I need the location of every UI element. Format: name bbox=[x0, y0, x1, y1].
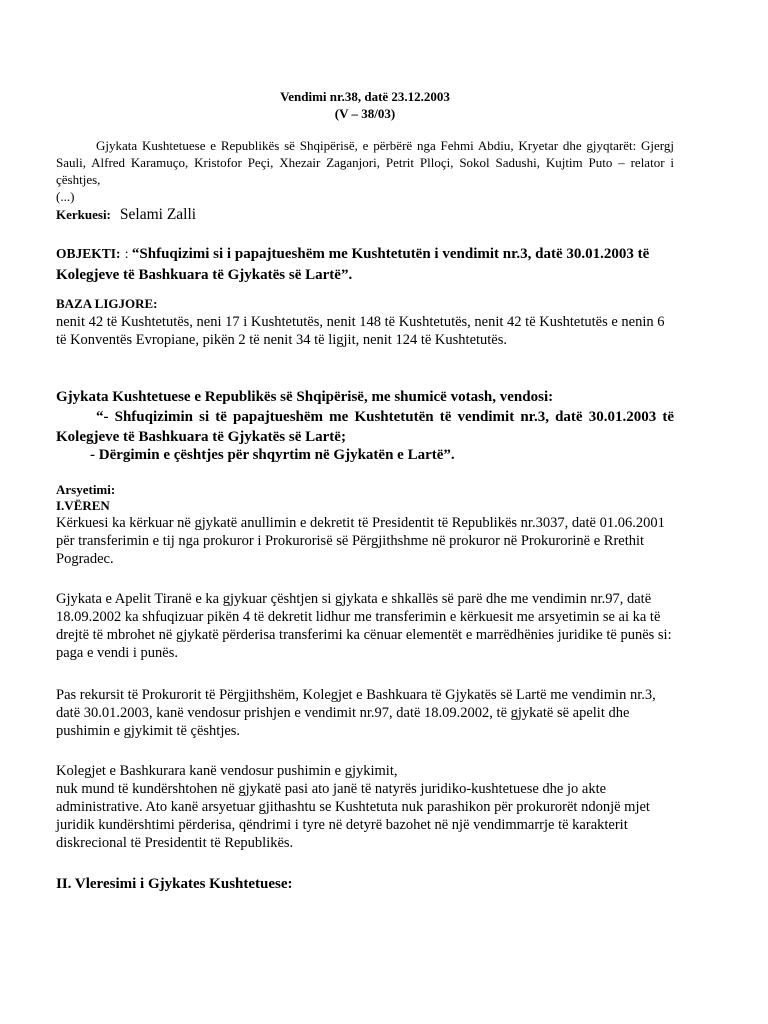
reasoning-paragraph-4: Kolegjet e Bashkurara kanë vendosur pushimin e gjykimit, nuk mund të kundërshtohen në gjykatë pasi ato janë të natyrës juridiko-kushtetuese dhe jo akte administrative. Ato kanë arsyetuar gjithashtu se Kushtetuta nuk parashikon për prokurorët ndonjë mjet juridik kundërshtimi përderisa, qëndrimi i tyre në detyrë bazohet në një vendimmarrje të karakterit diskrecional të Presidentit të Republikës. bbox=[56, 763, 650, 851]
kerkuesi-name: Selami Zalli bbox=[119, 206, 197, 223]
decision-code: (V – 38/03) bbox=[334, 106, 396, 121]
reasoning-paragraph-1: Kërkuesi ka kërkuar në gjykatë anullimin e dekretit të Presidentit të Republikës nr.3037, datë 01.06.2001 për transferimin e tij nga prokuror i Prokurorisë së Përgjithshme në prokuror në Prokurorinë e Rrethit Pogradec. bbox=[56, 515, 665, 567]
court-composition: Gjykata Kushtetuese e Republikës së Shqipërisë, e përbërë nga Fehmi Abdiu, Kryetar dhe gjyqtarët: Gjergj Sauli, Alfred Karamuço, Kristofor Peçi, Xhezair Zaganjori, Petrit Plloçi, Sokol Sadushi, Kujtim Puto – relator i çështjes, bbox=[56, 138, 674, 187]
decision-intro: Gjykata Kushtetuese e Republikës së Shqipërisë, me shumicë votash, vendosi: bbox=[56, 389, 554, 405]
kerkuesi-line bbox=[56, 205, 674, 225]
objekti-paragraph bbox=[56, 243, 674, 285]
decision-item-2: - Dërgimin e çështjes për shqyrtim në Gjykatën e Lartë”. bbox=[90, 447, 455, 463]
reasoning-paragraph-3: Pas rekursit të Prokurorit të Përgjithshëm, Kolegjet e Bashkuara të Gjykatës së Lartë me vendimin nr.3, datë 30.01.2003, kanë vendosur prishjen e vendimit nr.97, datë 18.09.2002, të gjykatë së apelit dhe pushimin e gjykimit të çështjes. bbox=[56, 687, 656, 739]
decision-item-1: “- Shfuqizimin si të papajtueshëm me Kushtetutën të vendimit nr.3, datë 30.01.2003 të Kolegjeve të Bashkuara të Gjykatës së Lartë; bbox=[56, 409, 674, 445]
section-2-heading: II. Vleresimi i Gjykates Kushtetuese: bbox=[56, 876, 293, 892]
decision-title: Vendimi nr.38, datë 23.12.2003 bbox=[280, 89, 450, 104]
objekti-label: OBJEKTI: bbox=[56, 246, 121, 261]
baza-text: nenit 42 të Kushtetutës, neni 17 i Kushtetutës, nenit 148 të Kushtetutës, nenit 42 të Kushtetutës e nenin 6 të Konventës Evropiane, pikën 2 të nenit 34 të ligjit, nenit 124 të Kushtetutës. bbox=[56, 314, 665, 348]
ellipsis: (...) bbox=[56, 189, 75, 204]
objekti-sep: : bbox=[124, 246, 132, 261]
reasoning-label: Arsyetimi: bbox=[56, 482, 116, 497]
reasoning-paragraph-2: Gjykata e Apelit Tiranë e ka gjykuar çështjen si gjykata e shkallës së parë dhe me vendimin nr.97, datë 18.09.2002 ka shfuqizuar pikën 4 të dekretit lidhur me transferimin e kërkuesit me arsyetimin se ai ka të drejtë të mbrohet në gjykatë përderisa transferimi ka cënuar elementët e marrëdhënies juridike të punës si: paga e vendi i punës. bbox=[56, 591, 672, 661]
section-1-heading: I.VËREN bbox=[56, 498, 110, 513]
baza-label: BAZA LIGJORE: bbox=[56, 296, 158, 311]
kerkuesi-label: Kerkuesi: bbox=[56, 207, 111, 222]
objekti-text: “Shfuqizimi si i papajtueshëm me Kushtetutën i vendimit nr.3, datë 30.01.2003 të Kolegjeve të Bashkuara të Gjykatës së Lartë”. bbox=[56, 246, 650, 283]
